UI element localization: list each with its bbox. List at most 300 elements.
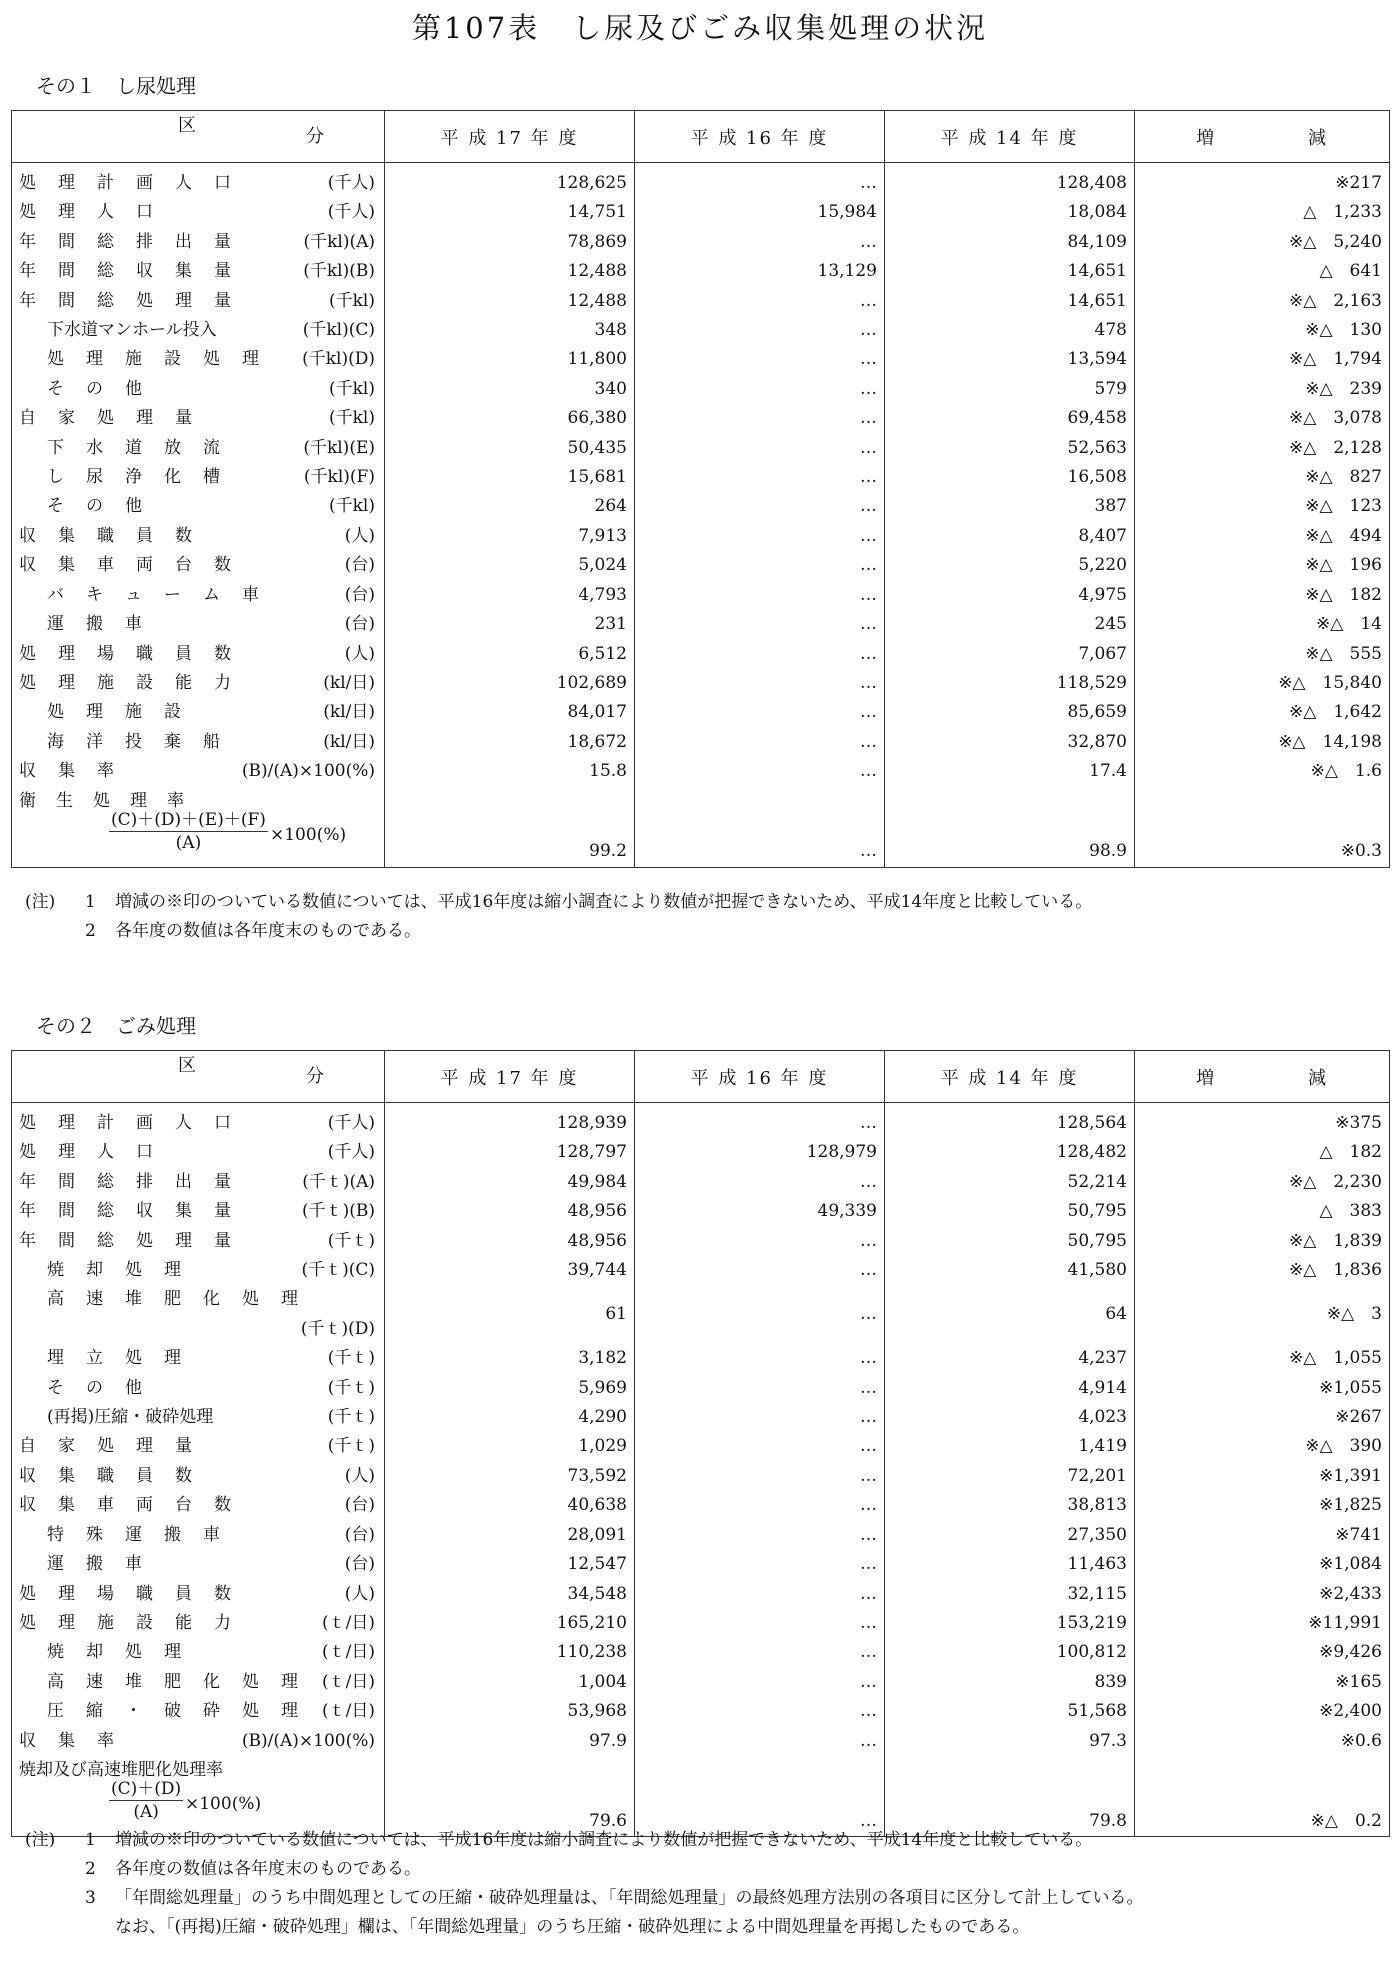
row-label	[12, 1138, 385, 1167]
row-label-unit: (千ｔ)(A)	[302, 1171, 375, 1192]
formula-fraction	[109, 809, 268, 854]
cell-change: ※△ 1,836	[1135, 1256, 1390, 1285]
cell-change: ※△ 239	[1135, 375, 1390, 404]
row-label-name: 収集車両台数	[19, 555, 253, 576]
table-row	[12, 1668, 1390, 1697]
row-label	[12, 287, 385, 316]
cell-y14: 50,795	[885, 1197, 1135, 1226]
cell-y17: 48,956	[385, 1227, 635, 1256]
cell-y16: …	[635, 163, 885, 199]
cell-y14: 32,870	[885, 728, 1135, 757]
cell-y17: 1,004	[385, 1668, 635, 1697]
row-label	[12, 198, 385, 227]
row-label	[12, 1227, 385, 1256]
table-row	[12, 1756, 1390, 1837]
cell-y14: 128,408	[885, 163, 1135, 199]
cell-change: ※△ 0.2	[1135, 1756, 1390, 1837]
table-row	[12, 1609, 1390, 1638]
row-label-name: 圧縮・破砕処理	[47, 1701, 320, 1722]
cell-y14: 38,813	[885, 1491, 1135, 1520]
row-label-name: 年間総処理量	[19, 290, 253, 311]
row-label-unit: (千ｔ)(B)	[301, 1201, 375, 1222]
cell-y14: 5,220	[885, 551, 1135, 580]
row-label-unit: (台)	[344, 555, 375, 576]
cell-y17: 1,029	[385, 1432, 635, 1461]
table-row	[12, 287, 1390, 316]
row-label	[12, 1521, 385, 1550]
row-label-unit: (台)	[344, 614, 375, 635]
note-text: 増減の※印のついている数値については、平成16年度は縮小調査により数値が把握できないため、平成14年度と比較している。	[115, 1830, 1093, 1850]
row-label-unit: (千kl)(D)	[302, 349, 375, 370]
note-number: 2	[85, 1859, 96, 1879]
row-label-name: 焼却処理	[47, 1642, 203, 1663]
row-label-unit: (千ｔ)	[327, 1348, 375, 1369]
cell-change: △ 182	[1135, 1138, 1390, 1167]
cell-change: ※△ 555	[1135, 640, 1390, 669]
cell-y16: …	[635, 1344, 885, 1373]
cell-change: ※△ 1,055	[1135, 1344, 1390, 1373]
cell-y16: …	[635, 1727, 885, 1756]
row-label-unit: (千kl)(E)	[303, 437, 375, 458]
cell-change: ※△ 130	[1135, 316, 1390, 345]
night-soil-table	[11, 110, 1390, 868]
table-row	[12, 640, 1390, 669]
cell-y16: …	[635, 1403, 885, 1432]
row-label-unit: (人)	[344, 643, 375, 664]
cell-y16: …	[635, 551, 885, 580]
row-label-unit: (人)	[344, 525, 375, 546]
cell-change: ※9,426	[1135, 1638, 1390, 1667]
cell-y16: …	[635, 1227, 885, 1256]
cell-y17: 61	[385, 1285, 635, 1344]
table-row	[12, 257, 1390, 286]
note-mark	[25, 1855, 85, 1884]
row-label	[12, 1491, 385, 1520]
cell-y16: …	[635, 463, 885, 492]
table-row	[12, 1138, 1390, 1167]
cell-y14: 478	[885, 316, 1135, 345]
row-label-name: 年間総処理量	[19, 1230, 253, 1251]
table-row	[12, 522, 1390, 551]
cell-change: ※△ 390	[1135, 1432, 1390, 1461]
cell-y17: 34,548	[385, 1580, 635, 1609]
cell-y17: 128,625	[385, 163, 635, 199]
table-header-row	[12, 111, 1390, 163]
row-label-name: 埋立処理	[47, 1348, 203, 1369]
cell-y16: …	[635, 1256, 885, 1285]
cell-change: ※1,825	[1135, 1491, 1390, 1520]
note-number: 1	[85, 1830, 96, 1850]
row-label	[12, 522, 385, 551]
cell-y17: 50,435	[385, 434, 635, 463]
cell-y17: 12,547	[385, 1550, 635, 1579]
table-row	[12, 1285, 1390, 1344]
row-label	[12, 1103, 385, 1139]
row-label-name: 収集職員数	[19, 525, 214, 546]
row-label	[12, 1403, 385, 1432]
cell-change: ※11,991	[1135, 1609, 1390, 1638]
row-label	[12, 1756, 385, 1837]
table-row	[12, 1168, 1390, 1197]
table-row	[12, 787, 1390, 868]
cell-y16: …	[635, 787, 885, 868]
cell-y14: 27,350	[885, 1521, 1135, 1550]
cell-y17: 73,592	[385, 1462, 635, 1491]
cell-change: ※1,084	[1135, 1550, 1390, 1579]
row-label-unit: (千ｔ)(C)	[301, 1260, 375, 1281]
cell-y17: 84,017	[385, 698, 635, 727]
row-label	[12, 463, 385, 492]
row-label	[12, 163, 385, 199]
cell-y14: 128,482	[885, 1138, 1135, 1167]
cell-change: ※△ 2,128	[1135, 434, 1390, 463]
cell-change: ※△ 1,839	[1135, 1227, 1390, 1256]
cell-y16: …	[635, 1521, 885, 1550]
cell-y16: …	[635, 1285, 885, 1344]
cell-change: ※165	[1135, 1668, 1390, 1697]
cell-y17: 14,751	[385, 198, 635, 227]
row-label-unit: (千ｔ)(D)	[300, 1318, 375, 1339]
table-row	[12, 1403, 1390, 1432]
cell-change: △ 641	[1135, 257, 1390, 286]
row-label	[12, 404, 385, 433]
row-label-name: 運搬車	[47, 1554, 164, 1575]
row-label-unit: (人)	[344, 1465, 375, 1486]
cell-change: ※1,391	[1135, 1462, 1390, 1491]
cell-y14: 52,214	[885, 1168, 1135, 1197]
row-label-name: し尿浄化槽	[47, 467, 242, 488]
cell-y16: …	[635, 1756, 885, 1837]
row-label-name: 処理計画人口	[19, 173, 253, 193]
cell-y14: 64	[885, 1285, 1135, 1344]
header-h14: 平 成 14 年 度	[885, 111, 1135, 163]
table-row	[12, 1580, 1390, 1609]
row-label-unit: (千kl)(F)	[303, 467, 375, 488]
formula-tail: ×100(%)	[185, 1793, 262, 1814]
note-mark: (注)	[25, 892, 56, 912]
row-label-name: 特殊運搬車	[47, 1524, 242, 1545]
header-change: 増 減	[1135, 111, 1390, 163]
table-row	[12, 375, 1390, 404]
row-label-unit: (千ｔ)	[327, 1377, 375, 1398]
cell-y14: 98.9	[885, 787, 1135, 868]
row-label	[12, 1550, 385, 1579]
cell-change: ※0.6	[1135, 1727, 1390, 1756]
row-label-unit: (千ｔ)	[327, 1407, 375, 1428]
cell-y14: 4,237	[885, 1344, 1135, 1373]
note-number: 1	[85, 892, 96, 912]
row-label-unit: (B)/(A)×100(%)	[241, 761, 375, 782]
row-label-name: 焼却及び高速堆肥化処理率	[19, 1759, 223, 1780]
cell-change: ※2,400	[1135, 1697, 1390, 1726]
cell-change: ※△ 182	[1135, 581, 1390, 610]
cell-y14: 69,458	[885, 404, 1135, 433]
row-label	[12, 610, 385, 639]
note-text: なお、「(再掲)圧縮・破砕処理」欄は、「年間総処理量」のうち圧縮・破砕処理による中間処理量を再掲したものである。	[115, 1917, 1030, 1937]
header-category: 区 分	[12, 111, 385, 163]
cell-change: ※375	[1135, 1103, 1390, 1139]
note-item	[25, 1855, 1144, 1884]
table-row	[12, 1227, 1390, 1256]
table-row	[12, 1491, 1390, 1520]
table-row	[12, 163, 1390, 199]
row-label-name: 海洋投棄船	[47, 731, 242, 752]
row-label-name: 収集職員数	[19, 1465, 214, 1486]
row-label	[12, 1344, 385, 1373]
row-label-unit: (kl/日)	[323, 731, 375, 752]
table-row	[12, 1103, 1390, 1139]
table-row	[12, 1197, 1390, 1226]
note-number: 2	[85, 921, 96, 941]
row-label-name: 焼却処理	[47, 1260, 203, 1281]
row-label-name: 処理施設処理	[47, 349, 281, 370]
cell-y17: 18,672	[385, 728, 635, 757]
table-row	[12, 728, 1390, 757]
cell-y16: 49,339	[635, 1197, 885, 1226]
cell-y17: 97.9	[385, 1727, 635, 1756]
row-label	[12, 257, 385, 286]
cell-y14: 1,419	[885, 1432, 1135, 1461]
formula-numerator: (C)＋(D)	[111, 1778, 182, 1799]
row-label	[12, 1609, 385, 1638]
cell-y14: 153,219	[885, 1609, 1135, 1638]
row-label	[12, 1285, 385, 1344]
row-label-name: 処理人口	[19, 1142, 175, 1163]
row-label-unit: (千kl)(B)	[303, 261, 375, 282]
cell-y14: 32,115	[885, 1580, 1135, 1609]
garbage-table-body	[12, 1103, 1390, 1837]
cell-y17: 53,968	[385, 1697, 635, 1726]
note-mark	[25, 917, 85, 946]
table-row	[12, 1432, 1390, 1461]
cell-y17: 110,238	[385, 1638, 635, 1667]
cell-y16: …	[635, 1374, 885, 1403]
cell-change: ※217	[1135, 163, 1390, 199]
cell-y14: 52,563	[885, 434, 1135, 463]
cell-y14: 51,568	[885, 1697, 1135, 1726]
cell-y16: …	[635, 316, 885, 345]
table-row	[12, 434, 1390, 463]
note-text: 「年間総処理量」のうち中間処理としての圧縮・破砕処理量は、「年間総処理量」の最終処理方法別の各項目に区分して計上している。	[115, 1888, 1144, 1908]
row-label-unit: (ｔ/日)	[322, 1671, 375, 1692]
cell-change: ※△ 2,163	[1135, 287, 1390, 316]
cell-change: ※△ 1,642	[1135, 698, 1390, 727]
cell-y16: …	[635, 1668, 885, 1697]
cell-change: ※△ 3,078	[1135, 404, 1390, 433]
row-label-unit: (千kl)(C)	[302, 320, 375, 341]
table-row	[12, 1256, 1390, 1285]
cell-y14: 97.3	[885, 1727, 1135, 1756]
table-row	[12, 228, 1390, 257]
cell-change: △ 1,233	[1135, 198, 1390, 227]
cell-y16: …	[635, 581, 885, 610]
note-item	[25, 1913, 1144, 1942]
row-label-name: 処理施設能力	[19, 1612, 253, 1633]
row-label-unit: (千人)	[327, 173, 375, 193]
row-label-name: その他	[47, 378, 164, 399]
cell-y14: 4,023	[885, 1403, 1135, 1432]
row-label	[12, 1668, 385, 1697]
cell-change: ※△ 14	[1135, 610, 1390, 639]
cell-y14: 128,564	[885, 1103, 1135, 1139]
row-label-name: 処理場職員数	[19, 643, 253, 664]
cell-y17: 340	[385, 375, 635, 404]
table-row	[12, 1550, 1390, 1579]
cell-y16: …	[635, 1432, 885, 1461]
row-label-name: 高速堆肥化処理	[47, 1671, 320, 1692]
cell-y17: 15,681	[385, 463, 635, 492]
table-row	[12, 757, 1390, 786]
cell-y17: 6,512	[385, 640, 635, 669]
row-label-name: 下水道放流	[47, 437, 242, 458]
note-number: 3	[85, 1888, 96, 1908]
row-label-unit: (千人)	[327, 1142, 375, 1163]
cell-y16: …	[635, 698, 885, 727]
row-label	[12, 1197, 385, 1226]
cell-y16: …	[635, 434, 885, 463]
cell-y16: …	[635, 345, 885, 374]
table-row	[12, 492, 1390, 521]
row-label-name: 自家処理量	[19, 1436, 214, 1457]
cell-y14: 50,795	[885, 1227, 1135, 1256]
header-h16: 平 成 16 年 度	[635, 111, 885, 163]
cell-y17: 48,956	[385, 1197, 635, 1226]
note-mark	[25, 1884, 85, 1913]
cell-change: ※△ 196	[1135, 551, 1390, 580]
cell-y17: 128,939	[385, 1103, 635, 1139]
cell-y17: 39,744	[385, 1256, 635, 1285]
note-text: 増減の※印のついている数値については、平成16年度は縮小調査により数値が把握できないため、平成14年度と比較している。	[115, 892, 1093, 912]
table-row	[12, 345, 1390, 374]
row-label	[12, 1168, 385, 1197]
header-h17: 平 成 17 年 度	[385, 111, 635, 163]
row-label	[12, 345, 385, 374]
row-label	[12, 640, 385, 669]
cell-y16: …	[635, 1491, 885, 1520]
cell-y17: 348	[385, 316, 635, 345]
cell-y16: …	[635, 1168, 885, 1197]
row-label-unit: (台)	[344, 1554, 375, 1575]
formula-numerator: (C)＋(D)＋(E)＋(F)	[111, 809, 266, 830]
row-label-unit: (kl/日)	[323, 672, 375, 693]
row-label-unit: (台)	[344, 1495, 375, 1516]
cell-y14: 7,067	[885, 640, 1135, 669]
cell-change: ※267	[1135, 1403, 1390, 1432]
cell-y17: 7,913	[385, 522, 635, 551]
cell-y14: 387	[885, 492, 1135, 521]
row-label-unit: (人)	[344, 1583, 375, 1604]
table-row	[12, 1344, 1390, 1373]
cell-y14: 4,975	[885, 581, 1135, 610]
cell-y14: 118,529	[885, 669, 1135, 698]
row-label	[12, 787, 385, 868]
section2-title: その２ ごみ処理	[36, 1014, 196, 1038]
row-label-unit: (ｔ/日)	[322, 1642, 375, 1663]
row-label-unit: (千kl)	[328, 378, 375, 399]
cell-y17: 99.2	[385, 787, 635, 868]
row-label-name: 下水道マンホール投入	[47, 320, 217, 341]
cell-y16: …	[635, 1697, 885, 1726]
row-label	[12, 1462, 385, 1491]
note-item	[25, 888, 1092, 917]
row-label-name: 処理施設能力	[19, 672, 253, 693]
row-label	[12, 316, 385, 345]
cell-y17: 78,869	[385, 228, 635, 257]
row-label-name: 年間総排出量	[19, 231, 253, 252]
header-change: 増 減	[1135, 1051, 1390, 1103]
row-label	[12, 1256, 385, 1285]
cell-change: ※△ 494	[1135, 522, 1390, 551]
cell-y17: 12,488	[385, 257, 635, 286]
cell-change: ※△ 123	[1135, 492, 1390, 521]
cell-y14: 8,407	[885, 522, 1135, 551]
cell-y16: …	[635, 492, 885, 521]
cell-y16: …	[635, 610, 885, 639]
cell-y17: 102,689	[385, 669, 635, 698]
row-label	[12, 669, 385, 698]
cell-y17: 28,091	[385, 1521, 635, 1550]
table-row	[12, 1521, 1390, 1550]
table-row	[12, 669, 1390, 698]
cell-y14: 79.8	[885, 1756, 1135, 1837]
cell-y14: 85,659	[885, 698, 1135, 727]
cell-y14: 13,594	[885, 345, 1135, 374]
header-h17: 平 成 17 年 度	[385, 1051, 635, 1103]
row-label-name: 運搬車	[47, 614, 164, 635]
row-label-name: 処理施設	[47, 702, 203, 723]
cell-y16: …	[635, 640, 885, 669]
table-row	[12, 1727, 1390, 1756]
cell-y14: 4,914	[885, 1374, 1135, 1403]
row-label-name: (再掲)圧縮・破砕処理	[47, 1407, 214, 1428]
cell-y17: 12,488	[385, 287, 635, 316]
formula-denominator: (A)	[175, 832, 202, 853]
cell-y17: 15.8	[385, 757, 635, 786]
row-label-name: 年間総収集量	[19, 261, 253, 282]
row-label-name: 収集車両台数	[19, 1495, 253, 1516]
table-header-row	[12, 1051, 1390, 1103]
cell-y16: …	[635, 1462, 885, 1491]
row-label-name: 高速堆肥化処理	[47, 1289, 320, 1310]
note-item	[25, 917, 1092, 946]
row-label-unit: (B)/(A)×100(%)	[241, 1730, 375, 1751]
row-label-unit: (千kl)	[328, 408, 375, 429]
cell-y17: 5,969	[385, 1374, 635, 1403]
row-label-name: 年間総収集量	[19, 1201, 253, 1222]
cell-y16: 15,984	[635, 198, 885, 227]
cell-y16: 13,129	[635, 257, 885, 286]
row-label	[12, 1697, 385, 1726]
cell-change: ※△ 14,198	[1135, 728, 1390, 757]
row-label	[12, 1374, 385, 1403]
cell-y17: 49,984	[385, 1168, 635, 1197]
cell-y17: 4,290	[385, 1403, 635, 1432]
cell-change: ※△ 827	[1135, 463, 1390, 492]
cell-change: ※1,055	[1135, 1374, 1390, 1403]
cell-y16: …	[635, 287, 885, 316]
row-label	[12, 434, 385, 463]
cell-change: ※0.3	[1135, 787, 1390, 868]
table-row	[12, 463, 1390, 492]
cell-y17: 5,024	[385, 551, 635, 580]
formula-denominator: (A)	[133, 1801, 159, 1822]
row-label-name: バキューム車	[47, 584, 281, 605]
table-row	[12, 1462, 1390, 1491]
note-text: 各年度の数値は各年度末のものである。	[115, 1859, 421, 1879]
cell-y16: …	[635, 1580, 885, 1609]
row-label-name: 収集率	[19, 1730, 136, 1751]
table-row	[12, 1374, 1390, 1403]
